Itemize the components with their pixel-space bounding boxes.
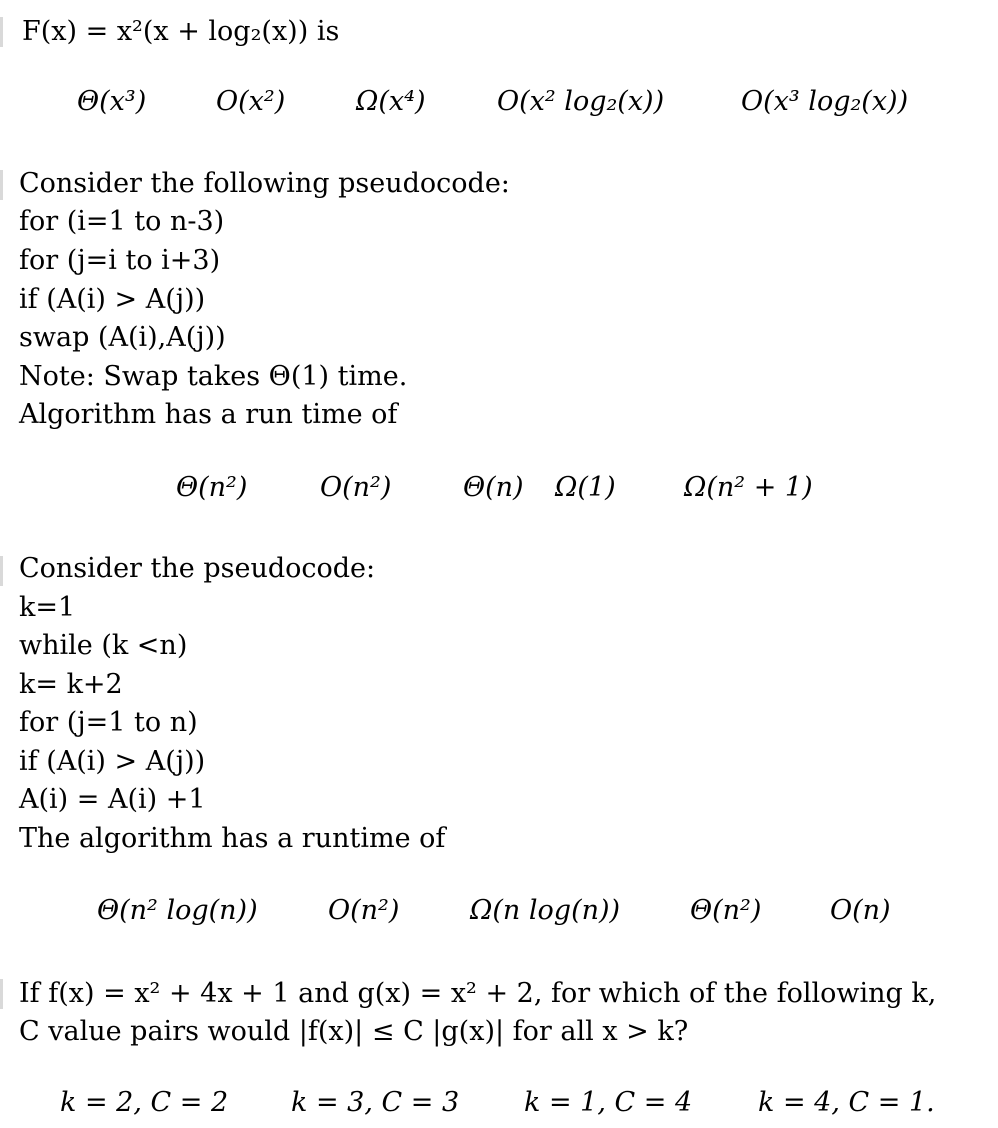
question-4-options bbox=[0, 1081, 998, 1125]
question-3-line-5: for (j=1 to n) bbox=[19, 707, 198, 738]
question-marker bbox=[0, 556, 3, 586]
q2-option-5[interactable]: Ω(n² + 1) bbox=[684, 472, 813, 503]
q3-option-2[interactable]: O(n²) bbox=[328, 895, 400, 926]
q3-option-3[interactable]: Ω(n log(n)) bbox=[470, 895, 621, 926]
q1-option-4[interactable]: O(x² log₂(x)) bbox=[497, 86, 665, 117]
q1-option-1[interactable]: Θ(x³) bbox=[77, 86, 147, 117]
q1-option-5[interactable]: O(x³ log₂(x)) bbox=[741, 86, 909, 117]
question-2-line-2: for (i=1 to n-3) bbox=[19, 206, 225, 237]
question-3-line-1: Consider the pseudocode: bbox=[19, 553, 376, 584]
q2-option-1[interactable]: Θ(n²) bbox=[176, 472, 248, 503]
question-4-line-1: If f(x) = x² + 4x + 1 and g(x) = x² + 2, for which of the following k, bbox=[19, 978, 937, 1009]
question-2-options bbox=[0, 466, 998, 510]
q2-option-2[interactable]: O(n²) bbox=[320, 472, 392, 503]
question-2-line-5: swap (A(i),A(j)) bbox=[19, 322, 226, 353]
question-3-line-4: k= k+2 bbox=[19, 669, 123, 700]
question-marker bbox=[0, 979, 3, 1009]
question-3-options bbox=[0, 889, 998, 933]
question-2-line-3: for (j=i to i+3) bbox=[19, 245, 221, 276]
question-3-line-3: while (k <n) bbox=[19, 630, 188, 661]
question-2-line-1: Consider the following pseudocode: bbox=[19, 168, 510, 199]
question-3-line-8: The algorithm has a runtime of bbox=[19, 823, 446, 854]
q4-option-4[interactable]: k = 4, C = 1. bbox=[758, 1087, 935, 1118]
q4-option-3[interactable]: k = 1, C = 4 bbox=[524, 1087, 693, 1118]
q1-option-3[interactable]: Ω(x⁴) bbox=[356, 86, 426, 117]
question-marker bbox=[0, 17, 3, 47]
q4-option-2[interactable]: k = 3, C = 3 bbox=[291, 1087, 460, 1118]
question-4-line-2: C value pairs would |f(x)| ≤ C |g(x)| for all x > k? bbox=[19, 1016, 689, 1047]
q2-option-4[interactable]: Ω(1) bbox=[555, 472, 616, 503]
q4-option-1[interactable]: k = 2, C = 2 bbox=[60, 1087, 229, 1118]
q2-option-3[interactable]: Θ(n) bbox=[463, 472, 524, 503]
question-marker bbox=[0, 170, 3, 200]
q3-option-4[interactable]: Θ(n²) bbox=[690, 895, 762, 926]
question-3-line-6: if (A(i) > A(j)) bbox=[19, 746, 206, 777]
q3-option-1[interactable]: Θ(n² log(n)) bbox=[97, 895, 258, 926]
question-3-line-2: k=1 bbox=[19, 592, 76, 623]
question-2-line-7: Algorithm has a run time of bbox=[19, 399, 398, 430]
question-2-line-6: Note: Swap takes Θ(1) time. bbox=[19, 361, 408, 392]
question-1-stem: F(x) = x²(x + log₂(x)) is bbox=[22, 16, 340, 47]
question-3-line-7: A(i) = A(i) +1 bbox=[19, 784, 206, 815]
question-1-options bbox=[0, 80, 998, 124]
q3-option-5[interactable]: O(n) bbox=[830, 895, 891, 926]
q1-option-2[interactable]: O(x²) bbox=[216, 86, 286, 117]
question-2-line-4: if (A(i) > A(j)) bbox=[19, 284, 206, 315]
